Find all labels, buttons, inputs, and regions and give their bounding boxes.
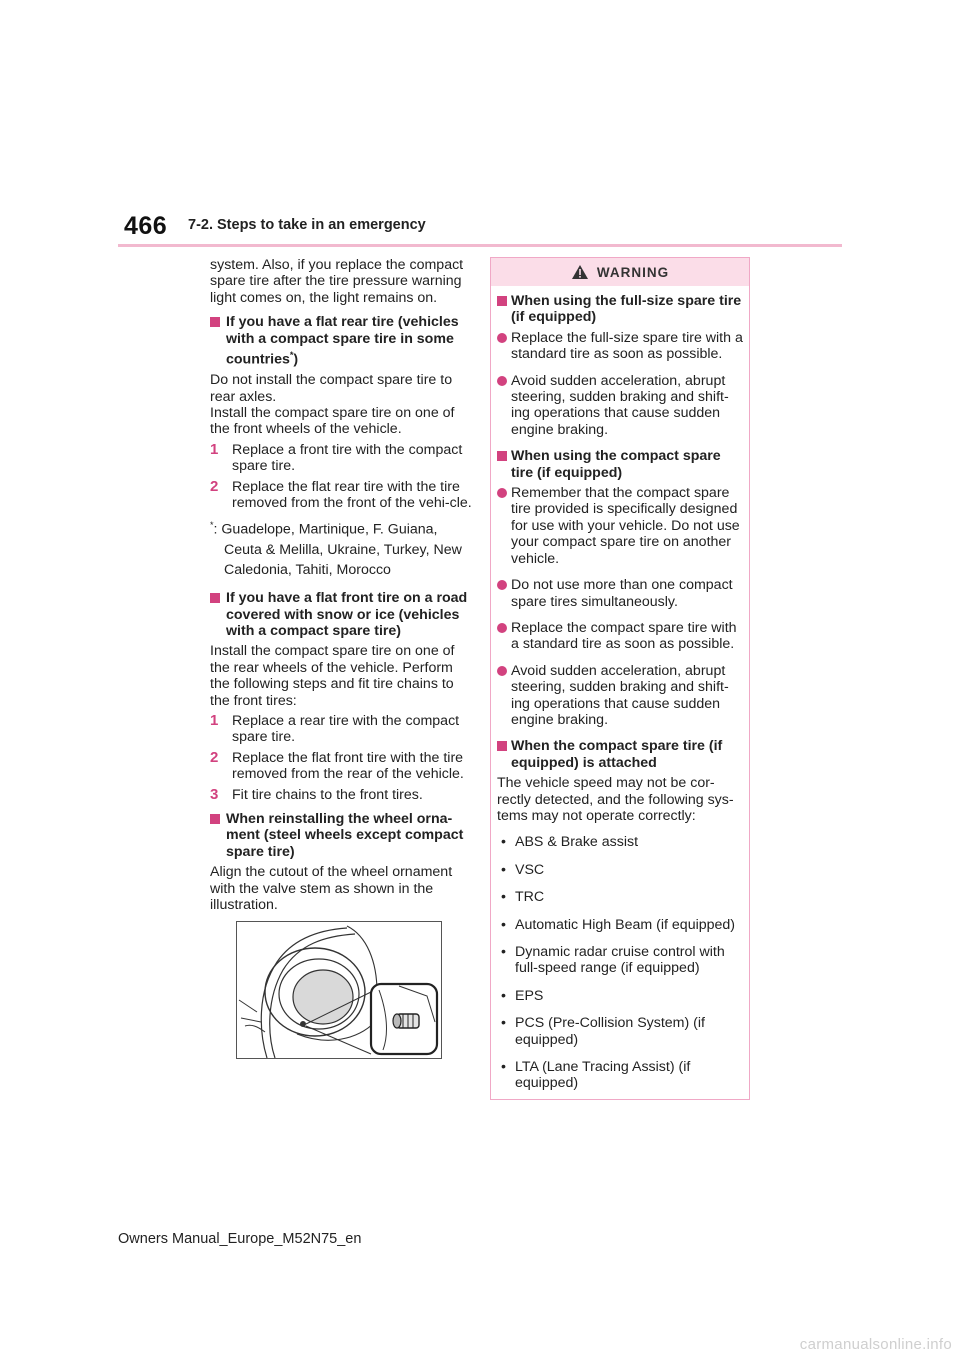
wheel-ornament-drawing (237, 922, 441, 1058)
system-item-text: TRC (515, 889, 545, 906)
footnote-line: Ceuta & Melilla, Ukraine, Turkey, New (224, 542, 462, 559)
warning-bullet-text: Do not use more than one compact spare tires simultaneously. (511, 577, 733, 610)
warning-header (491, 258, 749, 286)
flat-rear-body-1: Do not install the compact spare tire to rear axles. (210, 372, 453, 405)
step-number: 2 (210, 477, 219, 495)
left-column (210, 257, 472, 917)
reinstall-heading-text: When reinstalling the wheel orna-ment (steel wheels except compact spare tire) (226, 811, 464, 860)
step-number: 3 (210, 785, 219, 803)
footnote-line: : Guadelope, Martinique, F. Guiana, (213, 522, 438, 539)
step-number: 1 (210, 712, 219, 729)
step-item (210, 442, 472, 475)
system-item-text: VSC (515, 861, 545, 878)
square-bullet-icon (210, 593, 220, 603)
step-item (210, 479, 472, 512)
warning-bullet (497, 620, 745, 653)
square-bullet-icon (210, 317, 220, 327)
circle-bullet-icon (497, 376, 507, 386)
flat-rear-body-2: Install the compact spare tire on one of the front wheels of the vehicle. (210, 404, 455, 438)
warning-bullet-text: Remember that the compact spare tire provided is specifically designed for use with your vehicle. Do not use your compact spare tire on another vehicle. (511, 485, 740, 567)
flat-rear-heading-text: If you have a flat rear tire (vehicles with a compact spare tire in some countries (226, 314, 459, 368)
warning-label: WARNING (596, 264, 670, 280)
section-title: 7-2. Steps to take in an emergency (188, 217, 426, 233)
full-size-heading (497, 293, 745, 326)
circle-bullet-icon (497, 623, 507, 633)
compact-heading (497, 448, 745, 481)
reinstall-heading (210, 811, 472, 860)
step-number: 2 (210, 748, 219, 766)
system-item: • TRC (497, 889, 745, 905)
system-item-text: Dynamic radar cruise control with full-speed range (if equipped) (515, 944, 725, 977)
warning-bullet (497, 485, 745, 567)
step-item (210, 787, 472, 803)
step-text: Replace a front tire with the compact spare tire. (232, 441, 463, 475)
footnote (210, 515, 472, 580)
system-item-text: LTA (Lane Tracing Assist) (if equipped) (515, 1059, 691, 1092)
system-item: • Dynamic radar cruise control with full-speed range (if equipped) (497, 944, 745, 977)
warning-triangle-icon (571, 264, 589, 280)
step-item (210, 750, 472, 783)
warning-bullet-text: Replace the full-size spare tire with a standard tire as soon as possible. (511, 329, 743, 363)
system-item: • EPS (497, 988, 745, 1004)
system-item: • VSC (497, 862, 745, 878)
system-item: • Automatic High Beam (if equipped) (497, 917, 745, 933)
intro-paragraph: system. Also, if you replace the compact spare tire after the tire pressure warning light comes on, the light remains on. (210, 257, 464, 306)
header-rule (118, 244, 842, 247)
warning-bullet (497, 663, 745, 729)
system-item-text: ABS & Brake assist (515, 834, 639, 851)
system-item: • LTA (Lane Tracing Assist) (if equipped) (497, 1059, 745, 1092)
flat-front-body: Install the compact spare tire on one of the rear wheels of the vehicle. Perform the following steps and fit tire chains to the front tires: (210, 643, 455, 709)
step-text: Replace a rear tire with the compact spare tire. (232, 713, 460, 746)
flat-front-heading-text: If you have a flat front tire on a road covered with snow or ice (vehicles with a compact spare tire) (226, 590, 468, 639)
full-size-heading-text: When using the full-size spare tire (if equipped) (511, 293, 742, 326)
compact-heading-text: When using the compact spare tire (if equipped) (511, 448, 721, 481)
step-item (210, 713, 472, 746)
attached-heading-text: When the compact spare tire (if equipped) is attached (511, 738, 723, 771)
footnote-line: Caledonia, Tahiti, Morocco (224, 562, 391, 579)
warning-bullet-text: Avoid sudden acceleration, abrupt steering, sudden braking and shift-ing operations that cause sudden engine braking. (511, 372, 729, 438)
system-item: • PCS (Pre-Collision System) (if equipped) (497, 1015, 745, 1048)
warning-bullet-text: Replace the compact spare tire with a standard tire as soon as possible. (511, 619, 737, 653)
step-number: 1 (210, 440, 219, 458)
flat-front-heading (210, 590, 472, 639)
circle-bullet-icon (497, 333, 507, 343)
footnote-mark: * (210, 520, 214, 531)
warning-bullet (497, 373, 745, 439)
step-text: Replace the flat front tire with the tire removed from the rear of the vehicle. (232, 749, 464, 783)
warning-bullet-text: Avoid sudden acceleration, abrupt steering, sudden braking and shift-ing operations that cause sudden engine braking. (511, 662, 729, 728)
circle-bullet-icon (497, 666, 507, 676)
system-item-text: PCS (Pre-Collision System) (if equipped) (515, 1015, 705, 1048)
attached-heading (497, 738, 745, 771)
warning-bullet (497, 577, 745, 610)
square-bullet-icon (497, 296, 507, 306)
square-bullet-icon (210, 814, 220, 824)
system-item-text: EPS (515, 987, 544, 1004)
step-text: Fit tire chains to the front tires. (232, 786, 423, 803)
square-bullet-icon (497, 451, 507, 461)
attached-body: The vehicle speed may not be cor-rectly detected, and the following sys-tems may not operate correctly: (497, 775, 734, 824)
system-item: • ABS & Brake assist (497, 834, 745, 850)
watermark: carmanualsonline.info (799, 1336, 952, 1353)
system-item-text: Automatic High Beam (if equipped) (515, 916, 736, 933)
flat-rear-heading (210, 314, 472, 368)
flat-rear-heading-end: ) (293, 351, 299, 368)
footer-text: Owners Manual_Europe_M52N75_en (118, 1231, 362, 1247)
warning-bullet (497, 330, 745, 363)
wheel-ornament-illustration (236, 921, 442, 1059)
step-text: Replace the flat rear tire with the tire removed from the front of the vehi-cle. (232, 478, 472, 512)
warning-body (497, 291, 745, 1103)
circle-bullet-icon (497, 488, 507, 498)
footnote-mark: * (289, 350, 294, 361)
square-bullet-icon (497, 741, 507, 751)
circle-bullet-icon (497, 580, 507, 590)
page-number: 466 (124, 212, 168, 240)
reinstall-body: Align the cutout of the wheel ornament with the valve stem as shown in the illustration. (210, 864, 453, 914)
